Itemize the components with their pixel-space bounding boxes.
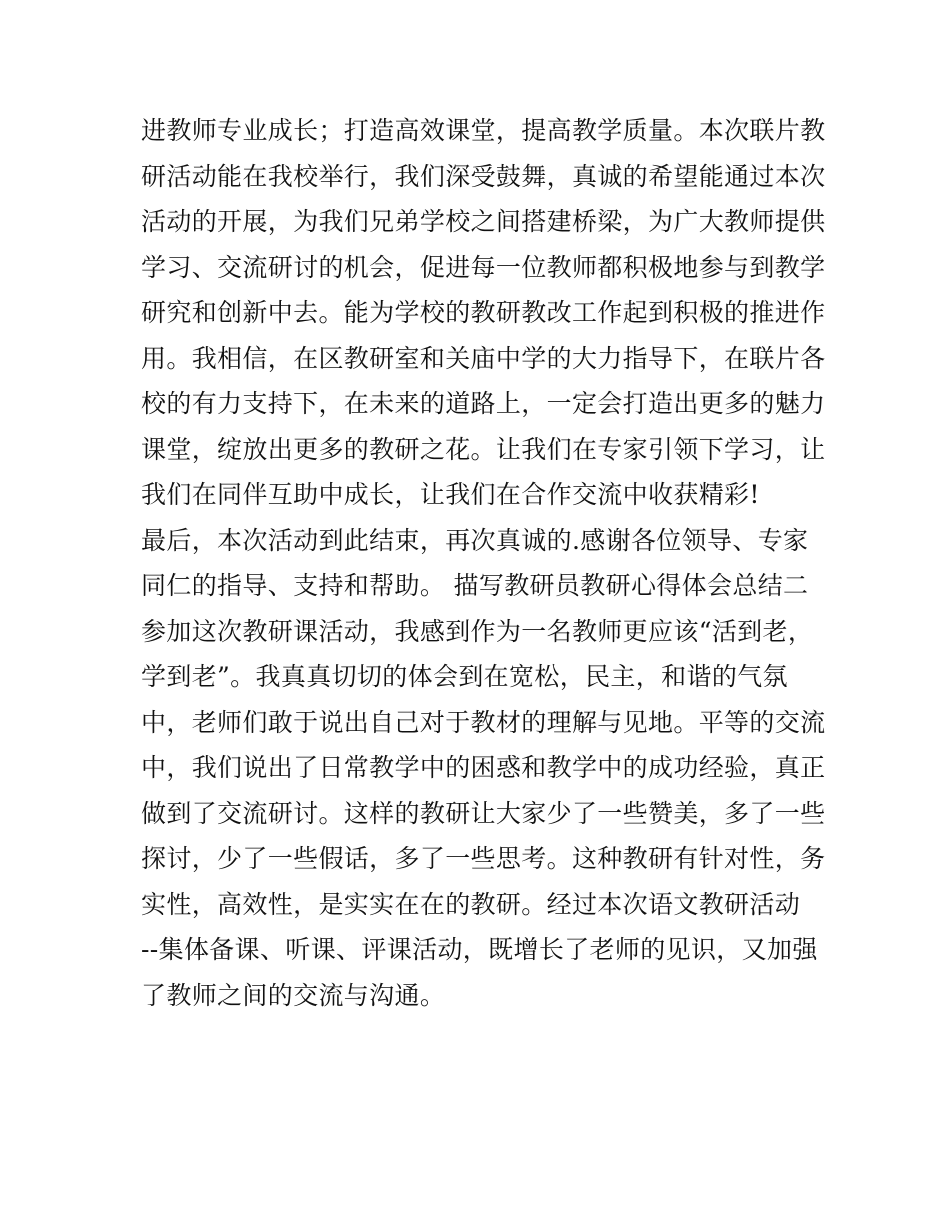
text-line: 最后，本次活动到此结束，再次真诚的.感谢各位领导、专家 [141, 525, 809, 555]
text-line: 探讨，少了一些假话，多了一些思考。这种教研有针对性，务 [141, 844, 826, 873]
text-line: 中，老师们敢于说出自己对于教材的理解与见地。平等的交流 [141, 707, 826, 737]
text-line: 学到老”。我真真切切的体会到在宽松，民主，和谐的气氛 [141, 662, 788, 691]
text-line: 参加这次教研课活动，我感到作为一名教师更应该“活到老， [141, 616, 814, 646]
text-line: 校的有力支持下，在未来的道路上，一定会打造出更多的魅力 [141, 389, 826, 418]
text-line: 用。我相信，在区教研室和关庙中学的大力指导下，在联片各 [141, 343, 826, 373]
text-line: 了教师之间的交流与沟通。 [141, 980, 446, 1010]
text-line: 研活动能在我校举行，我们深受鼓舞，真诚的希望能通过本次 [141, 161, 826, 191]
text-line: --集体备课、听课、评课活动，既增长了老师的见识，又加强 [141, 935, 818, 964]
text-line: 进教师专业成长；打造高效课堂，提高教学质量。本次联片教 [141, 116, 826, 145]
body-text [141, 108, 831, 1018]
text-line: 同仁的指导、支持和帮助。 描写教研员教研心得体会总结二 [141, 571, 809, 600]
text-line: 做到了交流研讨。这样的教研让大家少了一些赞美，多了一些 [141, 798, 826, 828]
text-line: 我们在同伴互助中成长，让我们在合作交流中收获精彩! [141, 480, 760, 509]
text-line: 学习、交流研讨的机会，促进每一位教师都积极地参与到教学 [141, 252, 826, 282]
text-line: 中，我们说出了日常教学中的困惑和教学中的成功经验，真正 [141, 753, 826, 782]
text-line: 活动的开展，为我们兄弟学校之间搭建桥梁，为广大教师提供 [141, 207, 826, 236]
text-line: 课堂，绽放出更多的教研之花。让我们在专家引领下学习，让 [141, 434, 826, 464]
text-line: 实性，高效性，是实实在在的教研。经过本次语文教研活动 [141, 889, 801, 919]
text-line: 研究和创新中去。能为学校的教研教改工作起到积极的推进作 [141, 298, 826, 327]
